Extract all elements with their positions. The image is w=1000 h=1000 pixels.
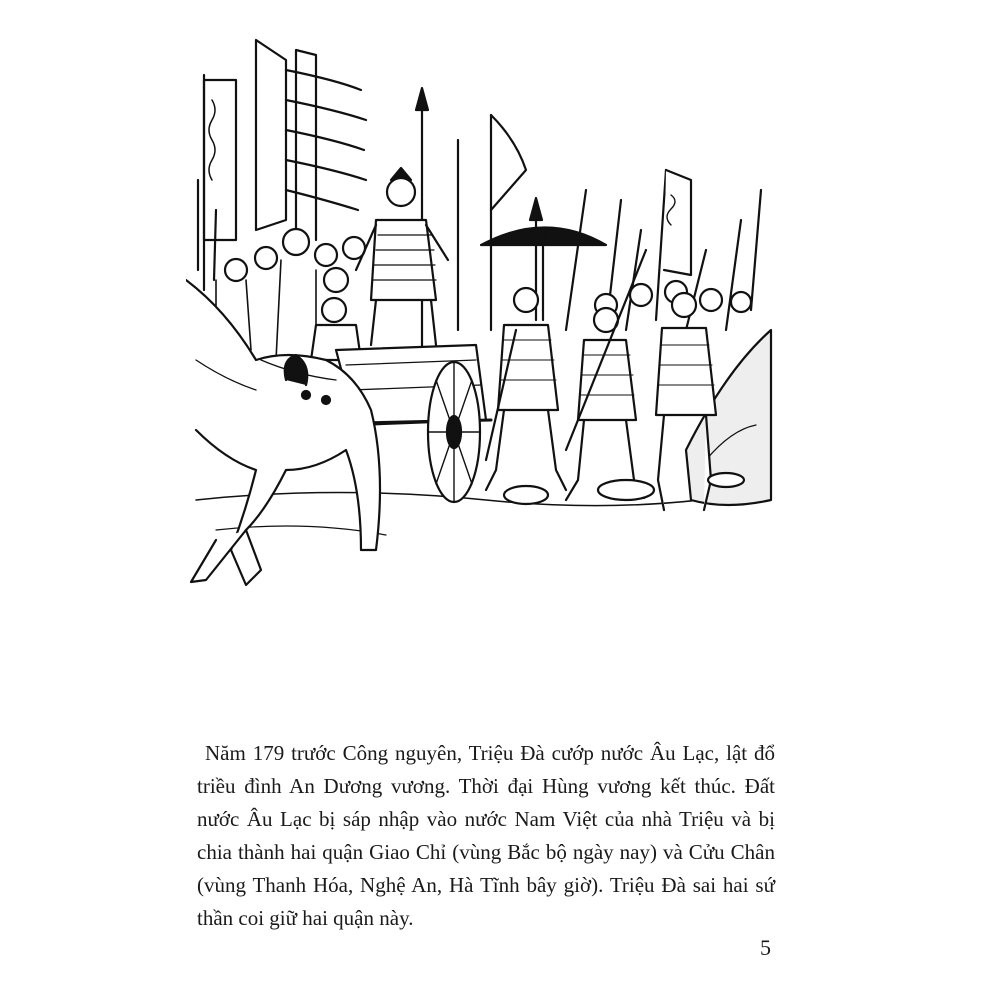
page-number: 5 <box>760 935 771 960</box>
army-chariot-illustration <box>186 30 776 592</box>
story-paragraph: Năm 179 trước Công nguyên, Triệu Đà cướp nước Âu Lạc, lật đổ triều đình An Dương vương. Thời đại Hùng vương kết thúc. Đất nước Âu Lạc bị sáp nhập vào nước Nam Việt của nhà Triệu và bị chia thành hai quận Giao Chỉ (vùng Bắc bộ ngày nay) và Cửu Chân (vùng Thanh Hóa, Nghệ An, Hà Tĩnh bây giờ). Triệu Đà sai hai sứ thần coi giữ hai quận này. <box>197 741 775 930</box>
